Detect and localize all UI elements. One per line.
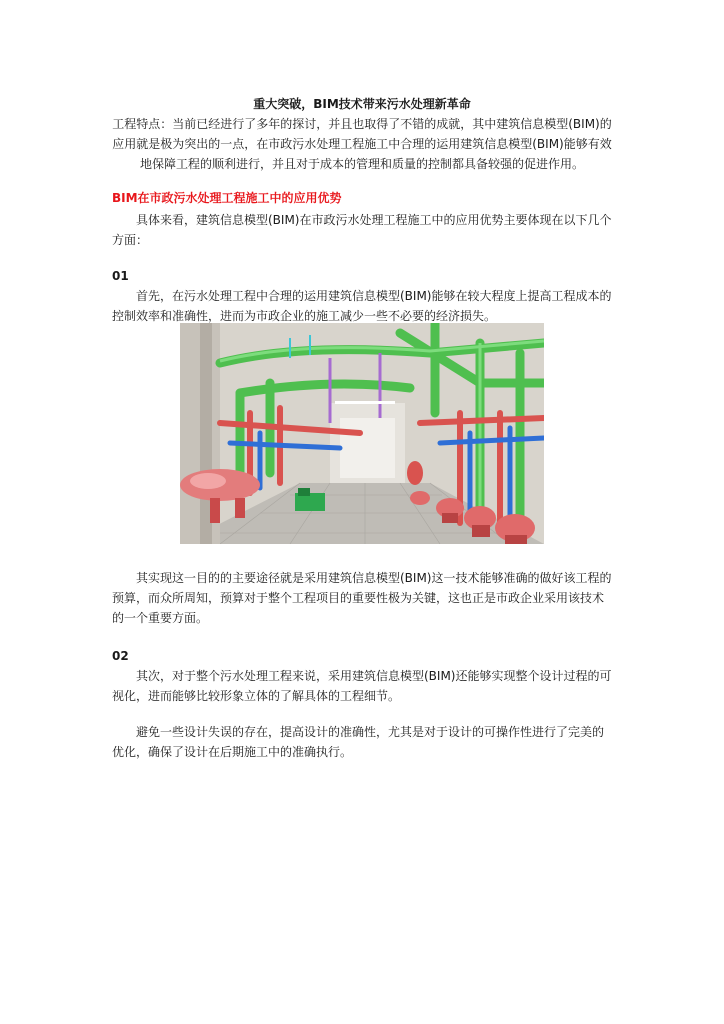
paragraph-after-image: 其实现这一目的的主要途径就是采用建筑信息模型(BIM)这一技术能够准确的做好该工程的预算，而众所周知，预算对于整个工程项目的重要性极为关键，这也正是市政企业采用该技术的一个重要方面。 — [112, 571, 612, 625]
closing-paragraph: 避免一些设计失误的存在，提高设计的准确性，尤其是对于设计的可操作性进行了完美的优化，确保了设计在后期施工中的准确执行。 — [112, 725, 605, 759]
point-paragraph-01: 首先，在污水处理工程中合理的运用建筑信息模型(BIM)能够在较大程度上提高工程成本的控制效率和准确性，进而为市政企业的施工减少一些不必要的经济损失。 — [112, 289, 612, 323]
point-number-01: 01 — [112, 269, 129, 283]
summary-paragraph: 工程特点：当前已经进行了多年的探讨，并且也取得了不错的成就，其中建筑信息模型(BIM)的应用就是极为突出的一点，在市政污水处理工程施工中合理的运用建筑信息模型(BIM)能够有效地保障工程的顺利进行，并且对于成本的管理和质量的控制都具备较强的促进作用。 — [112, 117, 612, 171]
bim-pipe-render-image — [180, 323, 544, 544]
point-number-02: 02 — [112, 649, 129, 663]
intro-paragraph: 具体来看，建筑信息模型(BIM)在市政污水处理工程施工中的应用优势主要体现在以下几个方面： — [112, 213, 612, 247]
article-title: 重大突破，BIM技术带来污水处理新革命 — [253, 97, 471, 111]
point-paragraph-02: 其次，对于整个污水处理工程来说，采用建筑信息模型(BIM)还能够实现整个设计过程的可视化，进而能够比较形象立体的了解具体的工程细节。 — [112, 669, 612, 703]
section-heading: BIM在市政污水处理工程施工中的应用优势 — [112, 191, 342, 205]
